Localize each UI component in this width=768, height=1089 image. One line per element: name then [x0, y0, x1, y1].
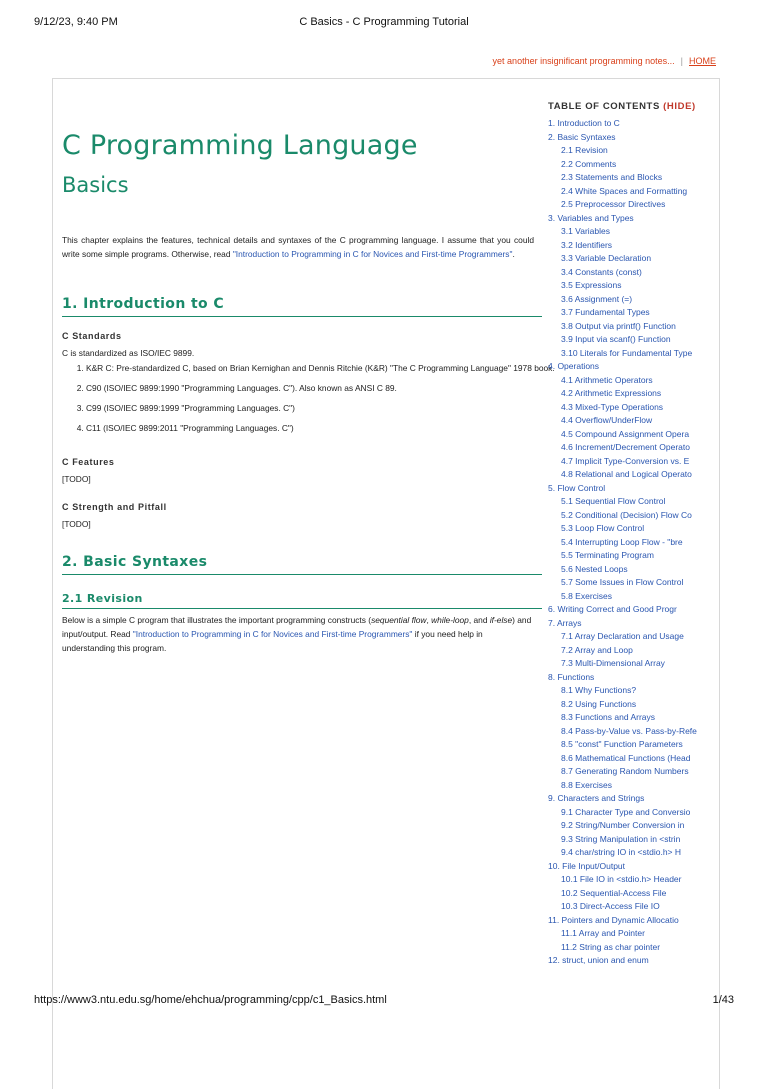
toc-item-label: 5.7 Some Issues in Flow Control [561, 577, 684, 587]
toc-item-label: 8.8 Exercises [561, 779, 613, 790]
toc-item[interactable] [548, 401, 704, 415]
top-nav [493, 56, 716, 66]
page-subtitle: Basics [62, 173, 129, 197]
toc-item-label: 10.1 File IO in <stdio.h> Header [561, 874, 682, 884]
toc-item[interactable] [548, 198, 704, 212]
c-standards-text: C is standardized as ISO/IEC 9899. [62, 348, 195, 358]
print-page-number: 1/43 [712, 994, 734, 1006]
intro-end: . [512, 249, 515, 259]
toc-item[interactable] [548, 563, 704, 577]
toc-item[interactable] [548, 522, 704, 536]
toc-item-label: 12. struct, union and enum [548, 955, 649, 965]
toc-item-label: 7.2 Array and Loop [561, 644, 633, 655]
toc-item-label: 8.1 Why Functions? [561, 685, 637, 695]
toc-item[interactable] [548, 509, 704, 523]
toc-item[interactable] [548, 590, 704, 604]
toc-item-label: 2.5 Preprocessor Directives [561, 199, 666, 209]
toc-item-label: 5.1 Sequential Flow Control [561, 496, 666, 506]
toc-item-label: 4.5 Compound Assignment Opera [561, 428, 690, 439]
toc-item-label: 11.1 Array and Pointer [561, 928, 645, 938]
print-header [0, 10, 768, 26]
toc-item[interactable] [548, 914, 704, 928]
toc-item[interactable] [548, 657, 704, 671]
toc-item[interactable] [548, 603, 704, 617]
toc-item[interactable] [548, 374, 704, 388]
c-features-text: [TODO] [62, 474, 91, 484]
toc-item-label: 11. Pointers and Dynamic Allocatio [548, 914, 679, 925]
toc-item-label: 8.4 Pass-by-Value vs. Pass-by-Refe [561, 725, 697, 736]
toc-item-label: 2. Basic Syntaxes [548, 131, 616, 142]
toc-item[interactable] [548, 671, 704, 685]
toc-item-label: 8.2 Using Functions [561, 698, 637, 709]
toc-item[interactable] [548, 738, 704, 752]
toc-item[interactable] [548, 414, 704, 428]
toc-item[interactable] [548, 630, 704, 644]
toc-item[interactable] [548, 225, 704, 239]
toc-item-label: 7.3 Multi-Dimensional Array [561, 658, 665, 668]
toc-item-label: 6. Writing Correct and Good Progr [548, 604, 677, 614]
revision-text: if you need help in understanding this program. [62, 629, 483, 653]
toc-item-label: 8.7 Generating Random Numbers [561, 766, 689, 776]
home-link[interactable]: HOME [689, 56, 716, 66]
toc-item-label: 4.6 Increment/Decrement Operato [561, 442, 690, 452]
toc-item[interactable] [548, 927, 704, 941]
toc-item-label: 2.2 Comments [561, 158, 617, 169]
toc-item-label: 3.4 Constants (const) [561, 266, 642, 277]
toc-item[interactable] [548, 765, 704, 779]
toc-item-label: 4.3 Mixed-Type Operations [561, 401, 664, 412]
toc-item-label: 3.8 Output via printf() Function [561, 320, 676, 331]
toc-item[interactable] [548, 846, 704, 860]
toc-item[interactable] [548, 954, 704, 968]
toc-item[interactable] [548, 806, 704, 820]
toc-item-label: 2.1 Revision [561, 145, 608, 155]
toc-hide-toggle[interactable]: (HIDE) [663, 101, 696, 112]
toc-item-label: 10.3 Direct-Access File IO [561, 901, 660, 911]
toc-item-label: 9.4 char/string IO in <stdio.h> H [561, 847, 682, 857]
toc-heading: TABLE OF CONTENTS [548, 101, 660, 112]
toc-item[interactable] [548, 266, 704, 280]
toc-item-label: 8. Functions [548, 671, 595, 682]
revision-text: ) and input/output. Read [62, 615, 532, 639]
revision-emphasis: if-else [489, 615, 513, 625]
revision-text: , [426, 615, 432, 625]
toc-title [548, 101, 704, 117]
toc-item-label: 10. File Input/Output [548, 860, 626, 871]
toc-item-label: 2.4 White Spaces and Formatting [561, 185, 688, 196]
list-item: 2. C90 (ISO/IEC 9899:1990 "Programming Languages. C"). Also known as ANSI C 89. [86, 381, 558, 395]
toc-item-label: 3.1 Variables [561, 226, 610, 236]
c-standards-list [62, 361, 558, 441]
toc-item[interactable] [548, 171, 704, 185]
toc-item[interactable] [548, 576, 704, 590]
section-2-1-heading [62, 592, 542, 609]
toc-item[interactable] [548, 185, 704, 199]
toc-item-label: 5.2 Conditional (Decision) Flow Co [561, 509, 692, 520]
toc-item-label: 8.5 "const" Function Parameters [561, 739, 683, 749]
toc-item[interactable] [548, 698, 704, 712]
intro-paragraph [62, 233, 534, 261]
c-features-heading: C Features [62, 457, 115, 467]
list-item: 1. K&R C: Pre-standardized C, based on Brian Kernighan and Dennis Ritchie (K&R) "The C Programming Language" 1978 book. [86, 361, 558, 375]
table-of-contents [548, 101, 704, 968]
toc-item[interactable] [548, 455, 704, 469]
revision-emphasis: sequential flow [371, 615, 427, 625]
revision-paragraph [62, 613, 534, 655]
section-2-heading [62, 554, 542, 575]
list-item: 4. C11 (ISO/IEC 9899:2011 "Programming Languages. C") [86, 421, 558, 435]
toc-item-label: 7. Arrays [548, 617, 582, 628]
toc-item-label: 5.3 Loop Flow Control [561, 523, 645, 533]
toc-item[interactable] [548, 212, 704, 226]
list-item: 3. C99 (ISO/IEC 9899:1999 "Programming Languages. C") [86, 401, 558, 415]
c-strength-heading: C Strength and Pitfall [62, 502, 167, 512]
toc-item[interactable] [548, 333, 704, 347]
toc-item[interactable] [548, 711, 704, 725]
toc-item-label: 3.6 Assignment (=) [561, 293, 633, 304]
toc-item[interactable] [548, 887, 704, 901]
toc-item[interactable] [548, 441, 704, 455]
toc-item[interactable] [548, 752, 704, 766]
toc-item[interactable] [548, 117, 704, 131]
toc-item[interactable] [548, 684, 704, 698]
toc-item[interactable] [548, 131, 704, 145]
toc-item[interactable] [548, 468, 704, 482]
toc-item[interactable] [548, 293, 704, 307]
print-url: https://www3.ntu.edu.sg/home/ehchua/programming/cpp/c1_Basics.html [34, 994, 387, 1006]
toc-item[interactable] [548, 549, 704, 563]
toc-item-label: 3.10 Literals for Fundamental Type [561, 347, 693, 358]
toc-item[interactable] [548, 792, 704, 806]
toc-item-label: 4.8 Relational and Logical Operato [561, 469, 692, 479]
page-title: C Programming Language [62, 130, 418, 161]
toc-item-label: 3.3 Variable Declaration [561, 253, 652, 263]
toc-item-label: 5.6 Nested Loops [561, 563, 628, 574]
toc-item-label: 9. Characters and Strings [548, 793, 645, 803]
toc-item[interactable] [548, 428, 704, 442]
toc-item[interactable] [548, 900, 704, 914]
section-1-heading [62, 296, 542, 317]
toc-item[interactable] [548, 779, 704, 793]
toc-item-label: 8.6 Mathematical Functions (Head [561, 752, 691, 763]
toc-item[interactable] [548, 144, 704, 158]
c-standards-heading: C Standards [62, 331, 122, 341]
toc-item-label: 9.2 String/Number Conversion in [561, 820, 685, 830]
toc-item-label: 4.7 Implicit Type-Conversion vs. E [561, 455, 690, 466]
site-tagline: yet another insignificant programming notes... [492, 56, 675, 66]
toc-item-label: 3. Variables and Types [548, 212, 634, 223]
toc-item[interactable] [548, 873, 704, 887]
toc-item[interactable] [548, 387, 704, 401]
toc-item[interactable] [548, 320, 704, 334]
nav-separator: | [680, 56, 683, 66]
toc-item-label: 4.1 Arithmetic Operators [561, 374, 653, 385]
toc-item[interactable] [548, 536, 704, 550]
toc-item[interactable] [548, 860, 704, 874]
toc-item-label: 9.3 String Manipulation in <strin [561, 833, 681, 844]
toc-item-label: 11.2 String as char pointer [561, 941, 661, 952]
toc-item-label: 4.4 Overflow/UnderFlow [561, 415, 653, 425]
toc-item[interactable] [548, 495, 704, 509]
toc-item-label: 4.2 Arithmetic Expressions [561, 388, 662, 398]
toc-item-label: 5.4 Interrupting Loop Flow - "bre [561, 536, 683, 547]
revision-emphasis: while-loop [431, 615, 469, 625]
print-datetime: 9/12/23, 9:40 PM [34, 16, 118, 28]
toc-list [548, 117, 704, 968]
revision-text: Below is a simple C program that illustrates the important programming constructs ( [62, 615, 372, 625]
intro-link[interactable]: "Introduction to Programming in C for Novices and First-time Programmers" [232, 249, 513, 259]
revision-link[interactable]: "Introduction to Programming in C for Novices and First-time Programmers" [132, 629, 413, 639]
toc-item[interactable] [548, 819, 704, 833]
intro-text: This chapter explains the features, technical details and syntaxes of the C programming language. I assume that you could write some simple programs. Otherwise, read [62, 235, 534, 259]
toc-item-label: 3.5 Expressions [561, 280, 622, 290]
revision-text: , and [468, 615, 490, 625]
toc-item[interactable] [548, 617, 704, 631]
toc-item-label: 9.1 Character Type and Conversio [561, 806, 691, 817]
toc-item[interactable] [548, 279, 704, 293]
toc-item-label: 5.8 Exercises [561, 590, 613, 601]
c-strength-text: [TODO] [62, 519, 91, 529]
toc-item[interactable] [548, 306, 704, 320]
section-1-title: 1. Introduction to C [62, 296, 225, 312]
toc-item[interactable] [548, 347, 704, 361]
toc-item[interactable] [548, 239, 704, 253]
toc-item-label: 3.7 Fundamental Types [561, 307, 650, 317]
section-2-1-title: 2.1 Revision [62, 592, 143, 605]
toc-item[interactable] [548, 158, 704, 172]
toc-item[interactable] [548, 941, 704, 955]
toc-item[interactable] [548, 482, 704, 496]
section-2-title: 2. Basic Syntaxes [62, 554, 208, 570]
toc-item[interactable] [548, 725, 704, 739]
toc-item-label: 5.5 Terminating Program [561, 550, 654, 560]
toc-item[interactable] [548, 252, 704, 266]
toc-item-label: 2.3 Statements and Blocks [561, 172, 663, 182]
toc-item-label: 8.3 Functions and Arrays [561, 712, 656, 722]
toc-item[interactable] [548, 833, 704, 847]
toc-item-label: 7.1 Array Declaration and Usage [561, 631, 684, 641]
toc-item-label: 4. Operations [548, 361, 600, 371]
toc-item-label: 3.2 Identifiers [561, 239, 613, 250]
toc-item-label: 1. Introduction to C [548, 118, 620, 128]
toc-item[interactable] [548, 360, 704, 374]
toc-item-label: 10.2 Sequential-Access File [561, 887, 667, 898]
toc-item[interactable] [548, 644, 704, 658]
toc-item-label: 5. Flow Control [548, 482, 606, 493]
toc-item-label: 3.9 Input via scanf() Function [561, 334, 671, 344]
print-page-title: C Basics - C Programming Tutorial [299, 16, 469, 28]
